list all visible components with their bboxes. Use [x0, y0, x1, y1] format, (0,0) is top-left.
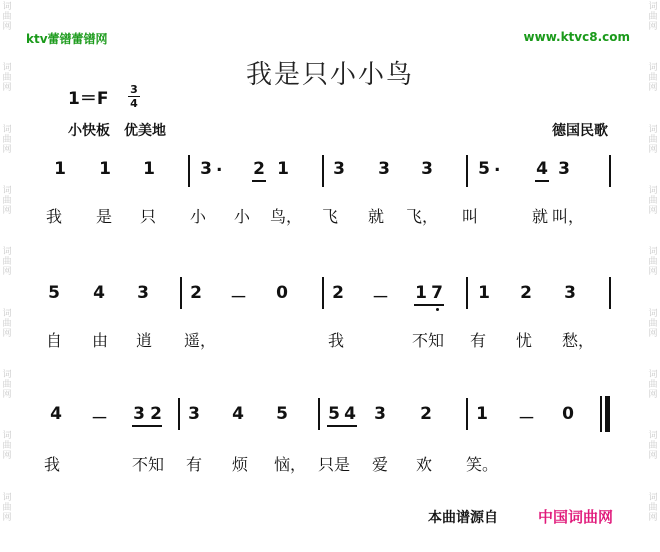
lyric: 就: [532, 207, 549, 226]
note: 1: [99, 159, 111, 179]
lyric: 忧: [516, 331, 533, 350]
lyric: 叫，: [552, 207, 585, 226]
final-bar-thick: [605, 396, 610, 432]
note: 2: [420, 404, 432, 424]
lyric: 鸟，: [270, 207, 303, 226]
lyric: 小: [234, 207, 251, 226]
note: 5: [478, 159, 490, 179]
time-signature-top: 3: [130, 83, 138, 96]
note: 1: [476, 404, 488, 424]
key-signature: 1＝F: [68, 89, 109, 109]
site-url-right: www.ktvc8.com: [523, 30, 630, 44]
note: 1: [415, 283, 427, 303]
lyric: 烦: [232, 455, 249, 474]
note: －: [372, 288, 389, 308]
note: －: [230, 288, 247, 308]
bar-line: [188, 155, 190, 187]
note: 3: [374, 404, 386, 424]
lyric: 我: [44, 455, 61, 474]
lyric: 不知: [412, 331, 445, 350]
underline: [327, 425, 357, 427]
lyric: 我: [46, 207, 63, 226]
note: 3: [421, 159, 433, 179]
lyric: 逍: [136, 331, 153, 350]
lyric: 笑。: [466, 455, 499, 474]
note: 3: [137, 283, 149, 303]
underline: [252, 180, 266, 182]
lyric: 不知: [132, 455, 165, 474]
underline: [132, 425, 162, 427]
note: 4: [344, 404, 356, 424]
note: 5: [328, 404, 340, 424]
lyric: 就: [368, 207, 385, 226]
bar-line: [180, 277, 182, 309]
bar-line: [178, 398, 180, 430]
lyric: 由: [92, 331, 109, 350]
source-site-link[interactable]: 中国词曲网: [538, 508, 614, 526]
lyric: 愁，: [562, 331, 595, 350]
lyric: 有: [186, 455, 203, 474]
note: 3: [564, 283, 576, 303]
augmentation-dot: .: [494, 156, 501, 176]
note: 4: [50, 404, 62, 424]
note: 4: [536, 159, 548, 179]
note: 5: [48, 283, 60, 303]
note: 3: [133, 404, 145, 424]
tempo-marking: 小快板 优美地: [68, 123, 166, 139]
lyric: 小: [190, 207, 207, 226]
note: 4: [232, 404, 244, 424]
time-signature-bottom: 4: [130, 97, 138, 110]
note: －: [518, 409, 535, 429]
lyric: 欢: [416, 455, 433, 474]
note: 2: [150, 404, 162, 424]
bar-line: [322, 155, 324, 187]
lyric: 我: [328, 331, 345, 350]
lyric: 爱: [372, 455, 389, 474]
source-label: 本曲谱源自: [428, 510, 498, 526]
note: 3: [378, 159, 390, 179]
note: 0: [562, 404, 574, 424]
song-title: 我是只小小鸟: [245, 60, 414, 90]
note: 4: [93, 283, 105, 303]
watermark-left: 词 曲 网 词 曲 网 词 曲 网 词 曲 网 词 曲 网 词 曲 网 词 曲 网 词 曲 网 词 曲 网: [2, 2, 12, 523]
site-name-left: ktv蕾镨蕾镨网: [26, 32, 108, 46]
note: －: [91, 409, 108, 429]
bar-line: [322, 277, 324, 309]
bar-line: [466, 398, 468, 430]
note: 0: [276, 283, 288, 303]
note: 2: [190, 283, 202, 303]
lyric: 飞，: [406, 207, 439, 226]
lyric: 只: [140, 207, 157, 226]
final-bar-thin: [600, 396, 602, 432]
bar-line: [318, 398, 320, 430]
lyric: 恼，: [274, 455, 307, 474]
note: 2: [332, 283, 344, 303]
note: 2: [520, 283, 532, 303]
watermark-right: 词 曲 网 词 曲 网 词 曲 网 词 曲 网 词 曲 网 词 曲 网 词 曲 网 词 曲 网 词 曲 网: [648, 2, 658, 523]
bar-line: [466, 155, 468, 187]
lyric: 遥，: [184, 331, 217, 350]
note: 3: [200, 159, 212, 179]
lyric: 自: [46, 331, 63, 350]
augmentation-dot: .: [216, 156, 223, 176]
note: 1: [478, 283, 490, 303]
note: 3: [188, 404, 200, 424]
note: 1: [54, 159, 66, 179]
note: 5: [276, 404, 288, 424]
note: 1: [143, 159, 155, 179]
lyric: 有: [470, 331, 487, 350]
bar-line: [609, 155, 611, 187]
note: 3: [558, 159, 570, 179]
lyric: 飞: [322, 207, 339, 226]
note: 1: [277, 159, 289, 179]
song-origin: 德国民歌: [552, 123, 608, 139]
bar-line: [466, 277, 468, 309]
note: 3: [333, 159, 345, 179]
note: 7: [431, 283, 443, 303]
time-signature: [128, 84, 140, 109]
bar-line: [609, 277, 611, 309]
note: 2: [253, 159, 265, 179]
lyric: 是: [96, 207, 113, 226]
underline: [414, 304, 444, 306]
lower-octave-dot: [436, 308, 439, 311]
lyric: 叫: [462, 207, 479, 226]
lyric: 只是: [318, 455, 351, 474]
underline: [535, 180, 549, 182]
